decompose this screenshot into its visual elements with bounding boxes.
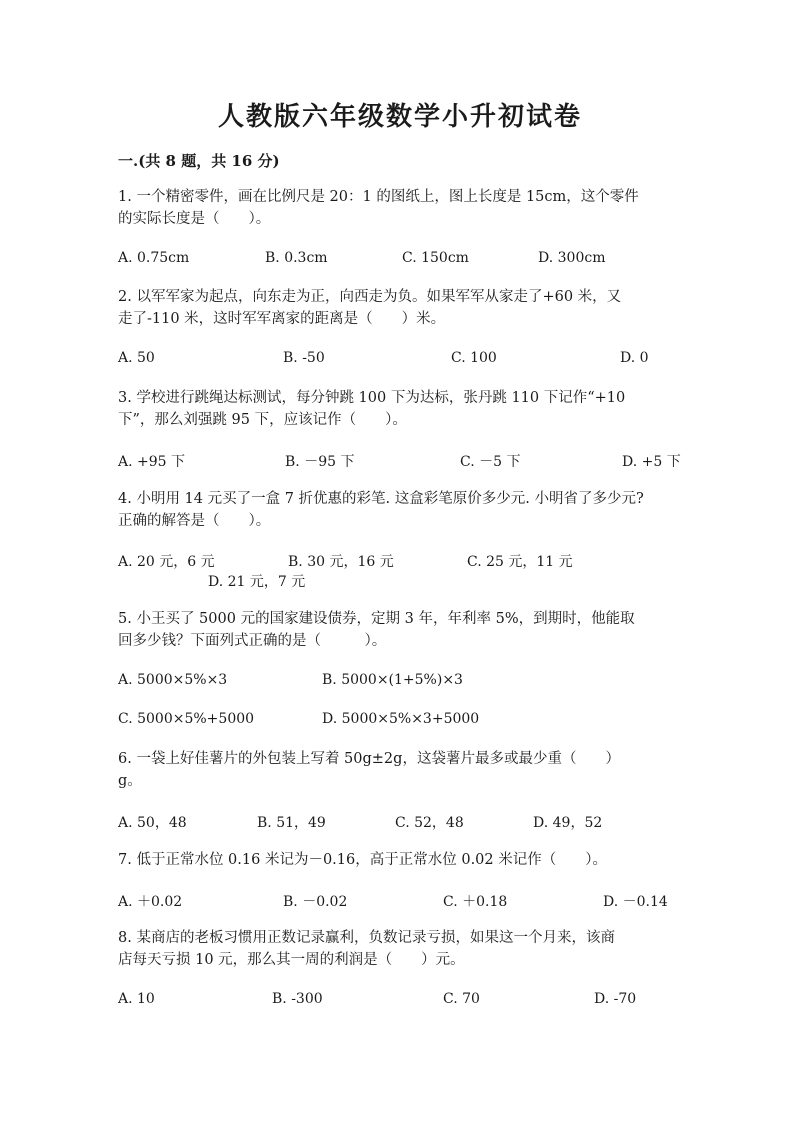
section-heading: 一.(共 8 题，共 16 分) bbox=[118, 152, 280, 170]
question-6 bbox=[118, 748, 688, 792]
option-b: B. 51，49 bbox=[257, 815, 326, 831]
option-a: A. 5000×5%×3 bbox=[118, 672, 228, 688]
option-a: A. 10 bbox=[118, 991, 155, 1007]
option-c: C. ＋0.18 bbox=[443, 894, 508, 910]
option-a: A. 20 元，6 元 bbox=[118, 554, 215, 570]
option-a: A. 0.75cm bbox=[118, 250, 190, 266]
option-a: A. ＋0.02 bbox=[118, 894, 183, 910]
question-8 bbox=[118, 927, 688, 971]
question-text-line: 5. 小王买了 5000 元的国家建设债券，定期 3 年，年利率 5%，到期时，他能取 bbox=[118, 611, 635, 627]
question-text-line: 下”，那么刘强跳 95 下，应该记作（ ）。 bbox=[118, 412, 407, 428]
option-a: A. 50，48 bbox=[118, 815, 187, 831]
question-text-line: 1. 一个精密零件，画在比例尺是 20：1 的图纸上，图上长度是 15cm，这个零件 bbox=[118, 189, 639, 205]
question-text-line: 走了-110 米，这时军军离家的距离是（ ）米。 bbox=[118, 311, 446, 327]
question-text-line: 6. 一袋上好佳薯片的外包装上写着 50g±2g，这袋薯片最多或最少重（ ） bbox=[118, 751, 620, 767]
question-text-line: 3. 学校进行跳绳达标测试，每分钟跳 100 下为达标，张丹跳 110 下记作“+10 bbox=[118, 390, 626, 406]
question-7 bbox=[118, 849, 688, 871]
question-text-line: 店每天亏损 10 元，那么其一周的利润是（ ）元。 bbox=[118, 952, 465, 968]
question-text-line: 8. 某商店的老板习惯用正数记录赢利，负数记录亏损，如果这一个月来，该商 bbox=[118, 930, 615, 946]
question-text-line: 4. 小明用 14 元买了一盒 7 折优惠的彩笔. 这盒彩笔原价多少元. 小明省了多少元? bbox=[118, 491, 644, 507]
option-c: C. 52，48 bbox=[395, 815, 464, 831]
page-title: 人教版六年级数学小升初试卷 bbox=[217, 102, 582, 132]
option-b: B. 30 元，16 元 bbox=[288, 554, 394, 570]
option-c: C. 5000×5%+5000 bbox=[118, 711, 255, 727]
option-b: B. －95 下 bbox=[285, 454, 355, 470]
question-5 bbox=[118, 608, 688, 652]
question-text-line: 正确的解答是（ ）。 bbox=[118, 513, 271, 529]
question-1 bbox=[118, 186, 688, 230]
option-a: A. 50 bbox=[118, 350, 155, 366]
question-text-line: 的实际长度是（ ）。 bbox=[118, 211, 271, 227]
option-d: D. 21 元，7 元 bbox=[208, 574, 306, 590]
question-text-line: 7. 低于正常水位 0.16 米记为－0.16，高于正常水位 0.02 米记作（ ）。 bbox=[118, 852, 607, 868]
question-text-line: 回多少钱？下面列式正确的是（ ）。 bbox=[118, 633, 387, 649]
option-a: A. +95 下 bbox=[118, 454, 186, 470]
option-d: D. -70 bbox=[594, 991, 637, 1007]
option-c: C. 100 bbox=[451, 350, 497, 366]
option-b: B. -300 bbox=[272, 991, 323, 1007]
option-b: B. 5000×(1+5%)×3 bbox=[322, 672, 463, 688]
option-b: B. －0.02 bbox=[283, 894, 348, 910]
option-c: C. －5 下 bbox=[460, 454, 521, 470]
option-d: D. 49，52 bbox=[533, 815, 603, 831]
option-d: D. 0 bbox=[620, 350, 649, 366]
question-4 bbox=[118, 488, 688, 532]
option-c: C. 70 bbox=[443, 991, 480, 1007]
option-d: D. 5000×5%×3+5000 bbox=[322, 711, 480, 727]
question-text-line: g。 bbox=[118, 773, 142, 789]
option-c: C. 150cm bbox=[402, 250, 469, 266]
option-c: C. 25 元，11 元 bbox=[467, 554, 573, 570]
option-d: D. －0.14 bbox=[603, 894, 668, 910]
question-text-line: 2. 以军军家为起点，向东走为正，向西走为负。如果军军从家走了+60 米，又 bbox=[118, 289, 622, 305]
option-b: B. 0.3cm bbox=[265, 250, 328, 266]
question-3 bbox=[118, 387, 688, 431]
question-2 bbox=[118, 286, 688, 330]
option-d: D. 300cm bbox=[538, 250, 606, 266]
option-d: D. +5 下 bbox=[622, 454, 681, 470]
option-b: B. -50 bbox=[283, 350, 325, 366]
